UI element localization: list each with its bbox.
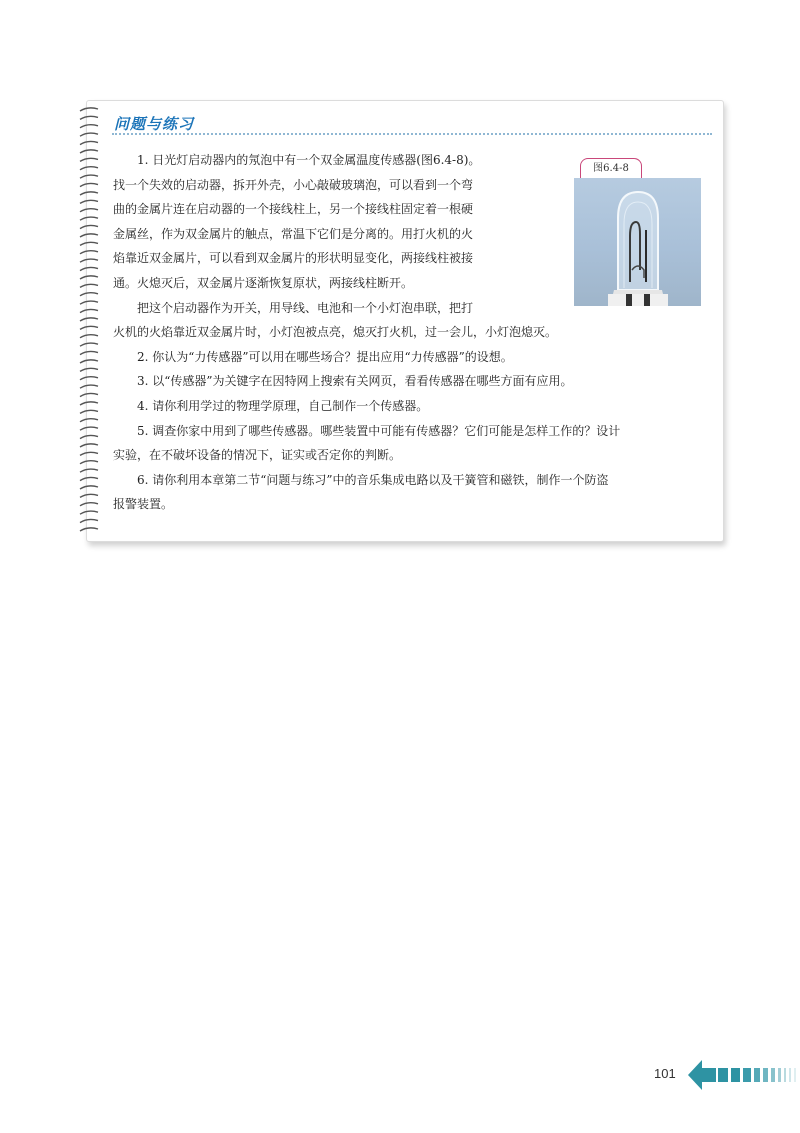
spiral-ring [80, 335, 98, 338]
exercise-4: 4. 请你利用学过的物理学原理，自己制作一个传感器。 [137, 398, 429, 413]
spiral-ring [80, 225, 98, 228]
spiral-ring [80, 267, 98, 270]
figure-starter-bulb [574, 158, 701, 306]
spiral-ring [80, 410, 98, 413]
spiral-ring [80, 393, 98, 396]
exercise-5-line: 实验，在不破坏设备的情况下，证实或否定你的判断。 [113, 448, 402, 463]
spiral-ring [80, 360, 98, 363]
exercise-2: 2. 你认为“力传感器”可以用在哪些场合？提出应用“力传感器”的设想。 [137, 349, 513, 364]
spiral-ring [80, 519, 98, 522]
spiral-ring [80, 133, 98, 136]
spiral-ring [80, 284, 98, 287]
spiral-ring [80, 141, 98, 144]
exercise-1-cont-line: 把这个启动器作为开关，用导线、电池和一个小灯泡串联，把打 [137, 300, 474, 315]
spiral-ring [80, 167, 98, 170]
spiral-ring [80, 234, 98, 237]
spiral-ring [80, 444, 98, 447]
spiral-ring [80, 461, 98, 464]
spiral-ring [80, 251, 98, 254]
spiral-binding [78, 104, 100, 534]
spiral-ring [80, 200, 98, 203]
spiral-ring [80, 108, 98, 111]
bimetal-starter-photo [574, 178, 701, 306]
spiral-ring [80, 469, 98, 472]
spiral-ring [80, 402, 98, 405]
spiral-ring [80, 125, 98, 128]
spiral-ring [80, 116, 98, 119]
title-dotted-divider [112, 133, 712, 135]
exercise-1-line: 曲的金属片连在启动器的一个接线柱上，另一个接线柱固定着一根硬 [113, 202, 474, 217]
spiral-ring [80, 192, 98, 195]
spiral-ring [80, 477, 98, 480]
spiral-ring [80, 452, 98, 455]
spiral-ring [80, 377, 98, 380]
spiral-ring [80, 351, 98, 354]
spiral-ring [80, 259, 98, 262]
page-number: 101 [654, 1066, 676, 1081]
exercise-5-line: 5. 调查你家中用到了哪些传感器。哪些装置中可能有传感器？它们可能是怎样工作的？设计 [137, 423, 621, 438]
spiral-ring [80, 528, 98, 531]
exercise-1-line: 1. 日光灯启动器内的氖泡中有一个双金属温度传感器(图6.4-8)。 [137, 153, 481, 167]
spiral-ring [80, 427, 98, 430]
spiral-ring [80, 183, 98, 186]
exercise-1-line: 找一个失效的启动器，拆开外壳，小心敲破玻璃泡，可以看到一个弯 [113, 177, 474, 192]
exercise-1 [113, 148, 551, 296]
spiral-ring [80, 175, 98, 178]
spiral-ring [80, 385, 98, 388]
spiral-ring [80, 209, 98, 212]
spiral-ring [80, 318, 98, 321]
exercise-1-line: 金属丝，作为双金属片的触点，常温下它们是分离的。用打火机的火 [113, 226, 474, 241]
exercise-6-line: 报警装置。 [113, 497, 174, 512]
section-title: 问题与练习 [114, 115, 195, 133]
exercise-1-line: 通。火熄灭后，双金属片逐渐恢复原状，两接线柱断开。 [113, 275, 414, 290]
spiral-ring [80, 494, 98, 497]
exercise-1-line: 焰靠近双金属片，可以看到双金属片的形状明显变化，两接线柱被接 [113, 251, 474, 266]
page-arrow-decoration [688, 1060, 800, 1090]
exercise-6-line: 6. 请你利用本章第二节“问题与练习”中的音乐集成电路以及干簧管和磁铁，制作一个防盗 [137, 472, 609, 487]
spiral-ring [80, 158, 98, 161]
spiral-ring [80, 309, 98, 312]
exercise-6 [113, 468, 713, 517]
spiral-ring [80, 511, 98, 514]
spiral-ring [80, 486, 98, 489]
spiral-ring [80, 435, 98, 438]
spiral-ring [80, 242, 98, 245]
neon-bulb-illustration [574, 178, 701, 306]
spiral-ring [80, 293, 98, 296]
spiral-ring [80, 301, 98, 304]
exercise-3: 3. 以“传感器”为关键字在因特网上搜索有关网页，看看传感器在哪些方面有应用。 [137, 374, 573, 389]
spiral-ring [80, 503, 98, 506]
exercise-5 [113, 419, 713, 468]
spiral-ring [80, 368, 98, 371]
spiral-ring [80, 419, 98, 422]
spiral-ring [80, 326, 98, 329]
spiral-ring [80, 343, 98, 346]
spiral-ring [80, 276, 98, 279]
spiral-ring [80, 217, 98, 220]
spiral-ring [80, 150, 98, 153]
figure-label: 图6.4-8 [580, 158, 642, 179]
exercise-1-cont-line: 火机的火焰靠近双金属片时，小灯泡被点亮，熄灭打火机，过一会儿，小灯泡熄灭。 [113, 325, 558, 340]
